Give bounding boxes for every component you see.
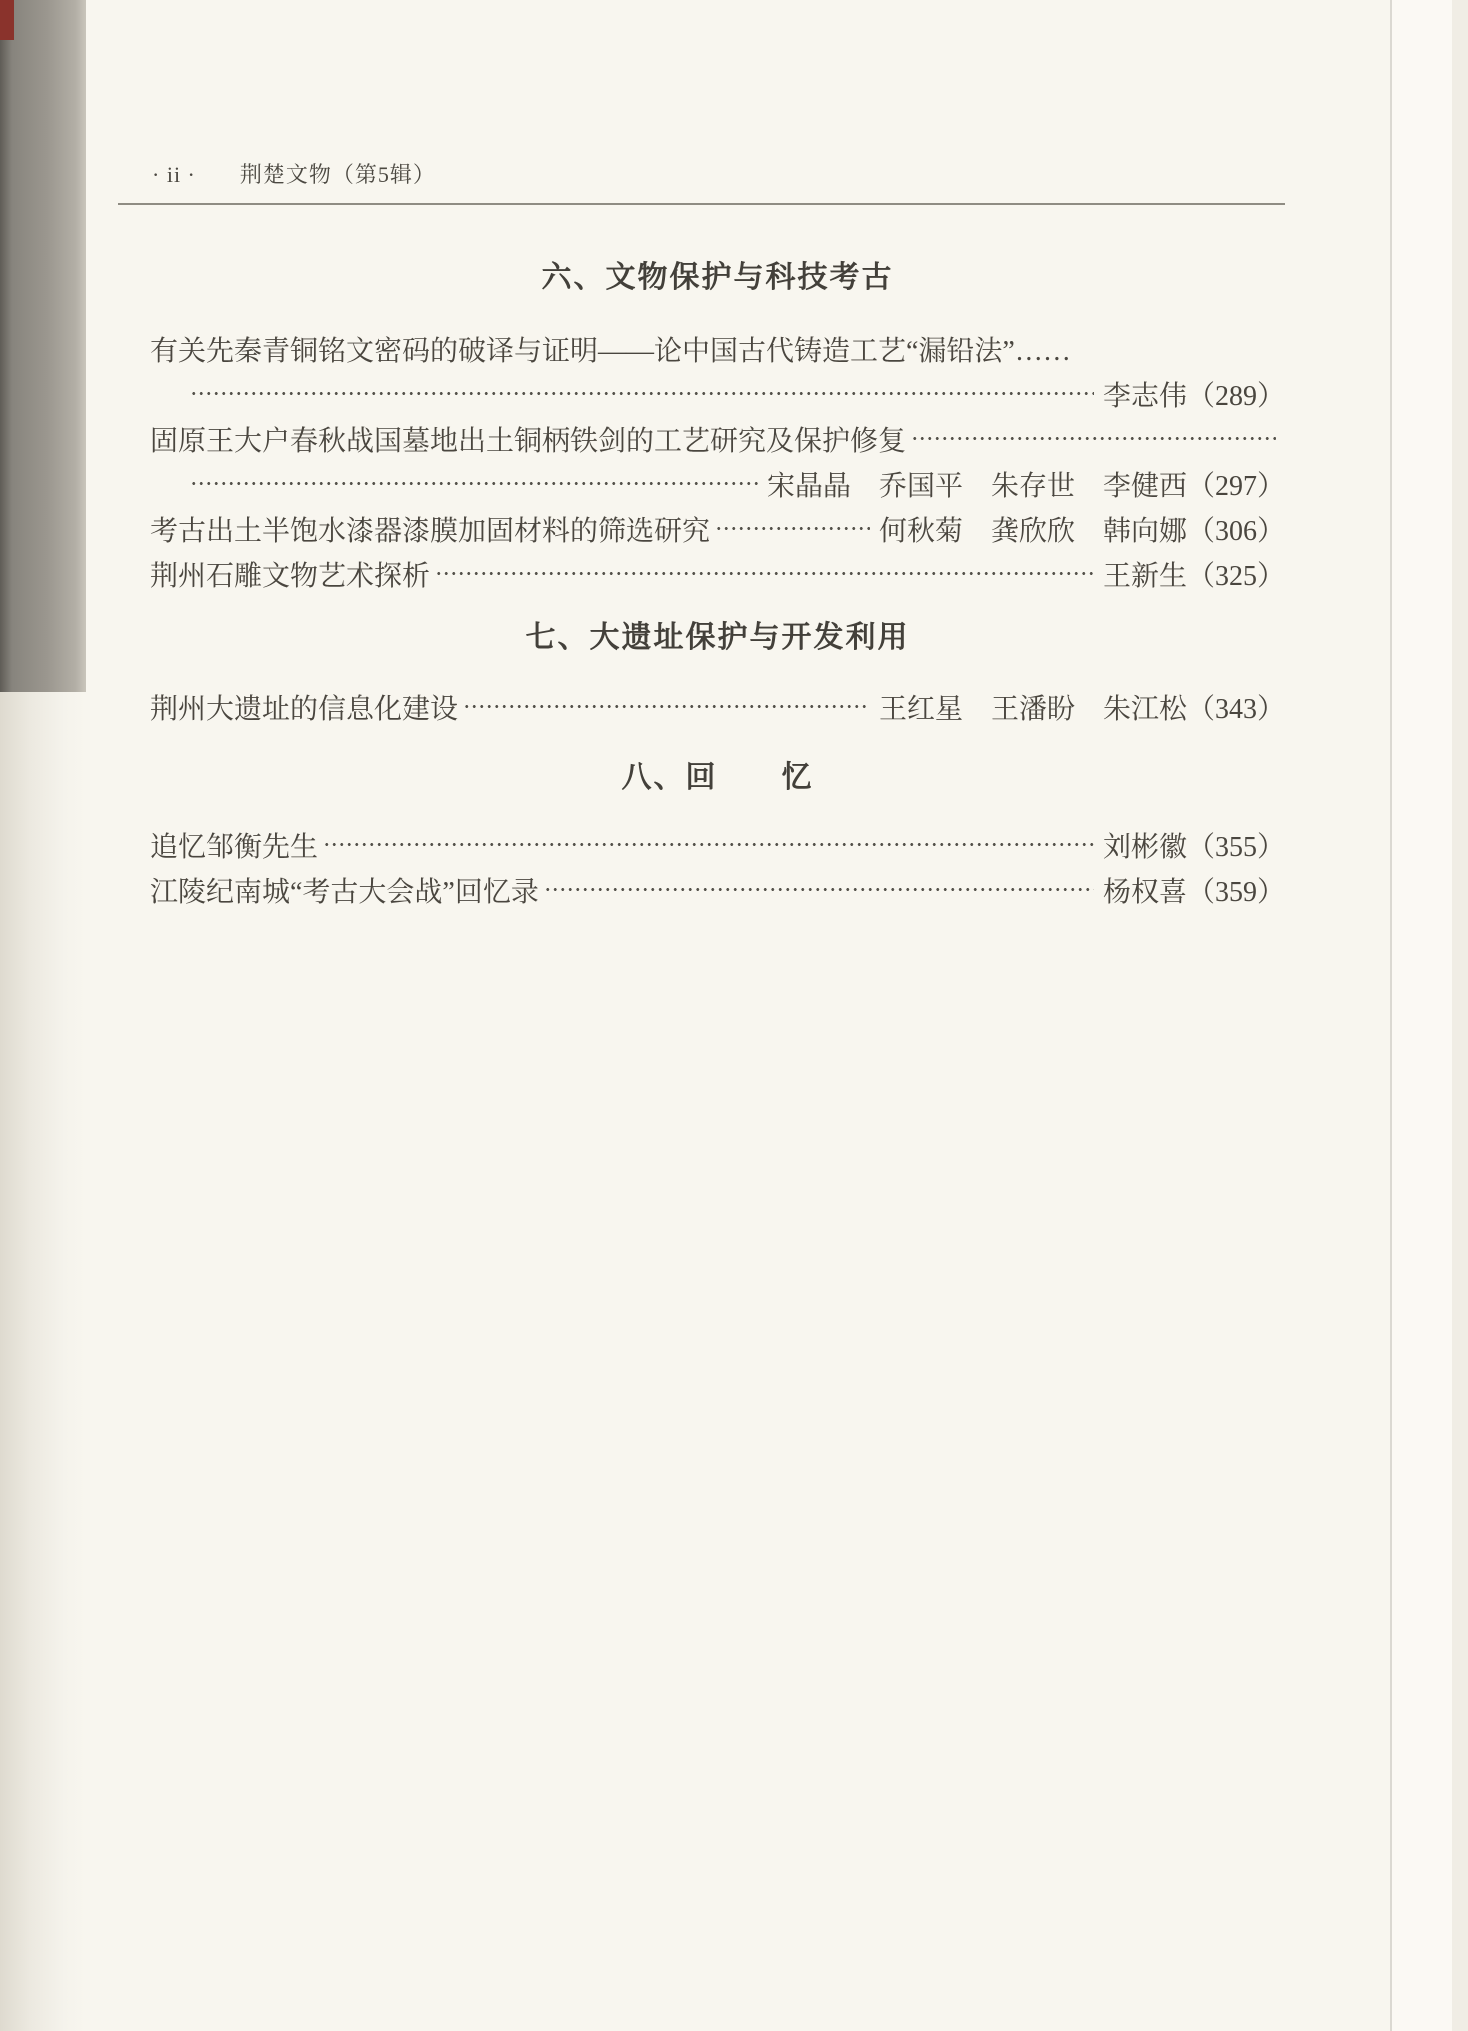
toc-entry-line <box>150 684 1285 729</box>
entry-title: 荆州石雕文物艺术探析 <box>150 560 431 592</box>
toc-entry-line <box>150 416 1285 461</box>
toc-entry-line <box>150 551 1285 596</box>
entry-page-number: （359） <box>1186 876 1285 908</box>
entry-page-number: （289） <box>1186 380 1285 412</box>
toc-content <box>150 0 1285 2031</box>
entry-page-number: （343） <box>1186 693 1285 725</box>
entry-page-number: （297） <box>1186 470 1285 502</box>
entry-authors: 刘彬徽 <box>1102 831 1187 863</box>
entry-title: 有关先秦青铜铭文密码的破译与证明——论中国古代铸造工艺“漏铅法”…… <box>150 335 1071 367</box>
dot-leader <box>715 506 870 551</box>
dot-leader <box>911 416 1276 461</box>
toc-entry-line <box>150 822 1285 867</box>
entry-page-number: （325） <box>1186 560 1285 592</box>
dot-leader <box>323 822 1094 867</box>
entry-authors: 王红星 王潘盼 朱江松 <box>878 693 1187 725</box>
toc-entry-line <box>150 461 1285 506</box>
header-rule <box>118 203 1285 205</box>
section-8-entries <box>150 822 1285 912</box>
dot-leader <box>190 461 758 506</box>
entry-authors: 宋晶晶 乔国平 朱存世 李健西 <box>766 470 1187 502</box>
entry-authors: 杨权喜 <box>1102 876 1187 908</box>
entry-page-number: （355） <box>1186 831 1285 863</box>
dot-leader <box>463 684 870 729</box>
page-number: · ii · <box>152 162 196 187</box>
entry-title: 固原王大户春秋战国墓地出土铜柄铁剑的工艺研究及保护修复 <box>150 425 907 457</box>
toc-entry-line <box>150 506 1285 551</box>
entry-title: 江陵纪南城“考古大会战”回忆录 <box>150 876 539 908</box>
entry-authors: 何秋菊 龚欣欣 韩向娜 <box>878 515 1187 547</box>
toc-entry-line <box>150 371 1285 416</box>
dot-leader <box>544 867 1094 912</box>
section-heading-7: 七、大遗址保护与开发利用 <box>525 620 910 655</box>
entry-title: 考古出土半饱水漆器漆膜加固材料的筛选研究 <box>150 515 711 547</box>
entry-authors: 王新生 <box>1102 560 1187 592</box>
page-curve-line <box>1390 0 1392 2031</box>
toc-entry-line <box>150 867 1285 912</box>
section-7-entries <box>150 684 1285 729</box>
book-spine-strip <box>0 0 86 692</box>
dot-leader <box>190 371 1094 416</box>
spine-red-accent <box>0 0 14 40</box>
section-6-entries <box>150 326 1285 596</box>
entry-page-number: （306） <box>1186 515 1285 547</box>
entry-title: 追忆邹衡先生 <box>150 831 319 863</box>
toc-entry-line <box>150 326 1285 371</box>
book-title: 荆楚文物（第5辑） <box>239 162 436 187</box>
section-heading-8: 八、回 忆 <box>621 760 814 795</box>
entry-authors: 李志伟 <box>1102 380 1187 412</box>
right-edge-shade <box>1452 0 1468 2031</box>
running-header <box>152 158 436 189</box>
left-page-margin-shade <box>0 692 86 2031</box>
entry-title: 荆州大遗址的信息化建设 <box>150 693 459 725</box>
dot-leader <box>435 551 1094 596</box>
section-heading-6: 六、文物保护与科技考古 <box>541 260 894 295</box>
